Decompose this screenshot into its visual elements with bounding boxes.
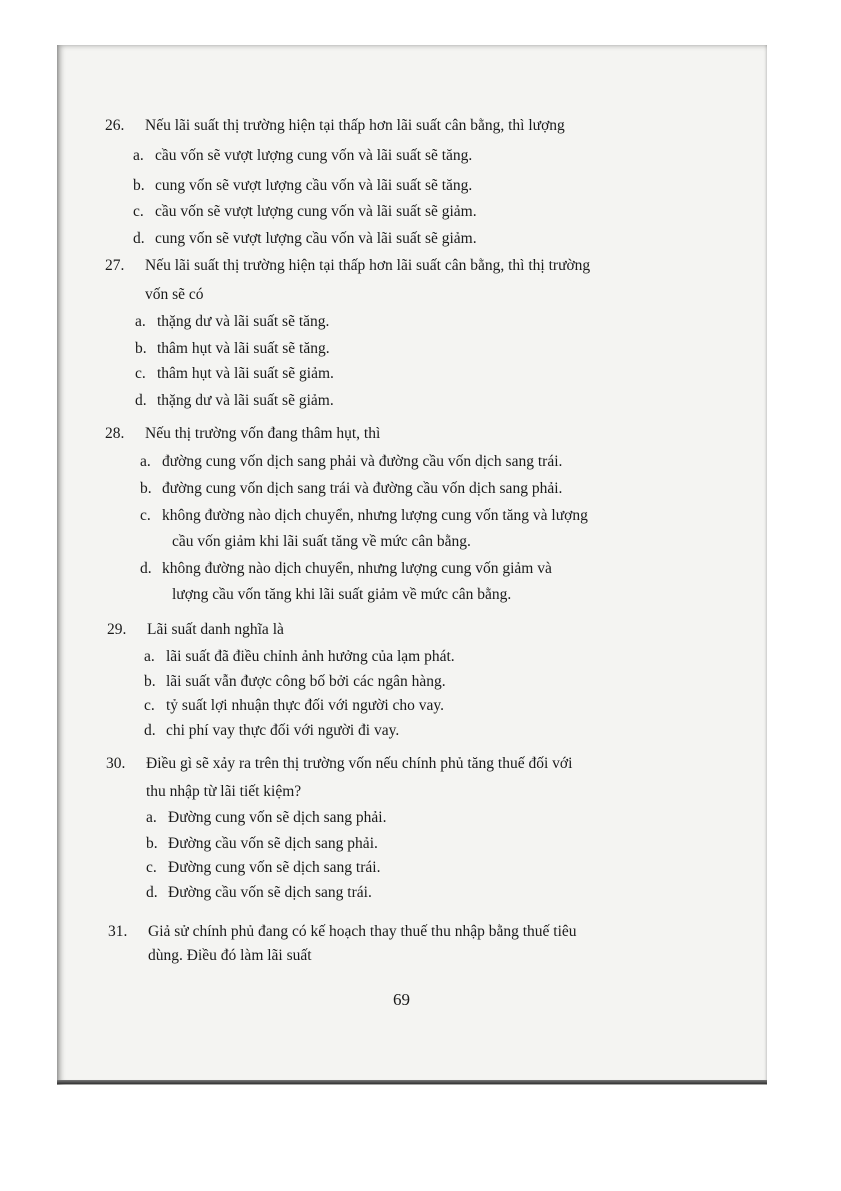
option-27c: c. thâm hụt và lãi suất sẽ giảm. xyxy=(135,365,334,382)
option-29b: b. lãi suất vẫn được công bố bởi các ngân hàng. xyxy=(144,673,446,690)
option-30b: b. Đường cầu vốn sẽ dịch sang phải. xyxy=(146,835,378,852)
option-27b: b. thâm hụt và lãi suất sẽ tăng. xyxy=(135,340,330,357)
option-28c-cont: cầu vốn giảm khi lãi suất tăng về mức cân bằng. xyxy=(172,533,471,550)
option-30d: d. Đường cầu vốn sẽ dịch sang trái. xyxy=(146,884,372,901)
question-number: 27. xyxy=(105,257,125,274)
option-30c: c. Đường cung vốn sẽ dịch sang trái. xyxy=(146,859,381,876)
question-stem: Giả sử chính phủ đang có kế hoạch thay thuế thu nhập bằng thuế tiêu xyxy=(148,923,577,940)
question-number: 31. xyxy=(108,923,128,940)
option-28b: b. đường cung vốn dịch sang trái và đường cầu vốn dịch sang phải. xyxy=(140,480,563,497)
option-26a: a. cầu vốn sẽ vượt lượng cung vốn và lãi suất sẽ tăng. xyxy=(133,147,473,164)
option-30a: a. Đường cung vốn sẽ dịch sang phải. xyxy=(146,809,387,826)
option-28d: d. không đường nào dịch chuyển, nhưng lượng cung vốn giảm và xyxy=(140,560,552,577)
option-28c: c. không đường nào dịch chuyển, nhưng lượng cung vốn tăng và lượng xyxy=(140,507,588,524)
question-stem: Nếu thị trường vốn đang thâm hụt, thì xyxy=(145,425,381,442)
option-27a: a. thặng dư và lãi suất sẽ tăng. xyxy=(135,313,330,330)
option-26c: c. cầu vốn sẽ vượt lượng cung vốn và lãi suất sẽ giảm. xyxy=(133,203,477,220)
option-28a: a. đường cung vốn dịch sang phải và đường cầu vốn dịch sang trái. xyxy=(140,453,563,470)
option-29a: a. lãi suất đã điều chỉnh ảnh hưởng của lạm phát. xyxy=(144,648,455,665)
option-27d: d. thặng dư và lãi suất sẽ giảm. xyxy=(135,392,334,409)
question-31-stem-cont: dùng. Điều đó làm lãi suất xyxy=(148,947,312,964)
question-number: 30. xyxy=(106,755,126,772)
option-26b: b. cung vốn sẽ vượt lượng cầu vốn và lãi suất sẽ tăng. xyxy=(133,177,473,194)
question-30-stem-cont: thu nhập từ lãi tiết kiệm? xyxy=(146,783,302,800)
question-stem: Lãi suất danh nghĩa là xyxy=(147,621,284,638)
option-29d: d. chi phí vay thực đối với người đi vay. xyxy=(144,722,400,739)
question-number: 28. xyxy=(105,425,125,442)
option-26d: d. cung vốn sẽ vượt lượng cầu vốn và lãi suất sẽ giảm. xyxy=(133,230,477,247)
question-number: 26. xyxy=(105,117,125,134)
question-stem: Nếu lãi suất thị trường hiện tại thấp hơn lãi suất cân bằng, thì thị trường xyxy=(145,257,591,274)
question-number: 29. xyxy=(107,621,127,638)
question-27-stem-cont: vốn sẽ có xyxy=(145,286,204,303)
question-stem: Nếu lãi suất thị trường hiện tại thấp hơn lãi suất cân bằng, thì lượng xyxy=(145,117,565,134)
page-number: 69 xyxy=(393,990,410,1009)
option-29c: c. tỷ suất lợi nhuận thực đối với người cho vay. xyxy=(144,697,445,714)
question-stem: Điều gì sẽ xảy ra trên thị trường vốn nếu chính phủ tăng thuế đối với xyxy=(146,755,573,772)
option-28d-cont: lượng cầu vốn tăng khi lãi suất giảm về mức cân bằng. xyxy=(172,586,512,603)
